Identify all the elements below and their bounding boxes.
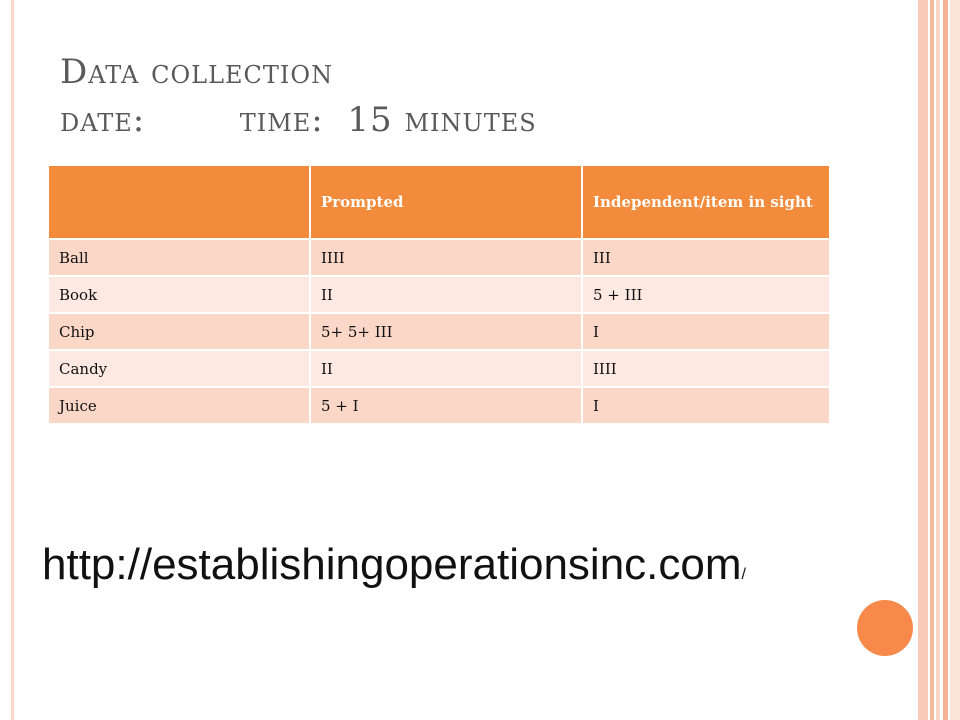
- decorative-circle: [857, 600, 913, 656]
- title-date-label: date:: [60, 100, 146, 140]
- header-item: [48, 165, 310, 239]
- header-prompted: Prompted: [310, 165, 582, 239]
- url-text: http://establishingoperationsinc.com: [42, 540, 742, 589]
- cell-prompted: 5+ 5+ III: [310, 313, 582, 350]
- table-row: [48, 387, 830, 424]
- table-row: [48, 313, 830, 350]
- decorative-stripe: [943, 0, 948, 720]
- url-trailing-slash: /: [741, 566, 746, 583]
- website-link[interactable]: [42, 540, 746, 590]
- table-header-row: [48, 165, 830, 239]
- slide-title: [60, 48, 537, 144]
- cell-item: Chip: [48, 313, 310, 350]
- cell-item: Book: [48, 276, 310, 313]
- cell-independent: I: [582, 387, 830, 424]
- cell-prompted: 5 + I: [310, 387, 582, 424]
- cell-independent: I: [582, 313, 830, 350]
- cell-independent: IIII: [582, 350, 830, 387]
- header-independent: Independent/item in sight: [582, 165, 830, 239]
- title-line-2: [60, 96, 537, 144]
- decorative-stripe: [950, 0, 960, 720]
- table-row: [48, 239, 830, 276]
- cell-item: Candy: [48, 350, 310, 387]
- cell-prompted: IIII: [310, 239, 582, 276]
- title-duration: 15 minutes: [347, 100, 537, 140]
- cell-prompted: II: [310, 276, 582, 313]
- left-decorative-line: [11, 0, 14, 720]
- decorative-stripe: [930, 0, 934, 720]
- cell-independent: III: [582, 239, 830, 276]
- cell-independent: 5 + III: [582, 276, 830, 313]
- title-time-label: time:: [239, 100, 324, 140]
- data-table: [47, 164, 831, 425]
- cell-prompted: II: [310, 350, 582, 387]
- cell-item: Juice: [48, 387, 310, 424]
- decorative-stripe: [936, 0, 940, 720]
- cell-item: Ball: [48, 239, 310, 276]
- decorative-stripe: [918, 0, 928, 720]
- table-row: [48, 350, 830, 387]
- title-line-1: Data collection: [60, 52, 334, 92]
- table-row: [48, 276, 830, 313]
